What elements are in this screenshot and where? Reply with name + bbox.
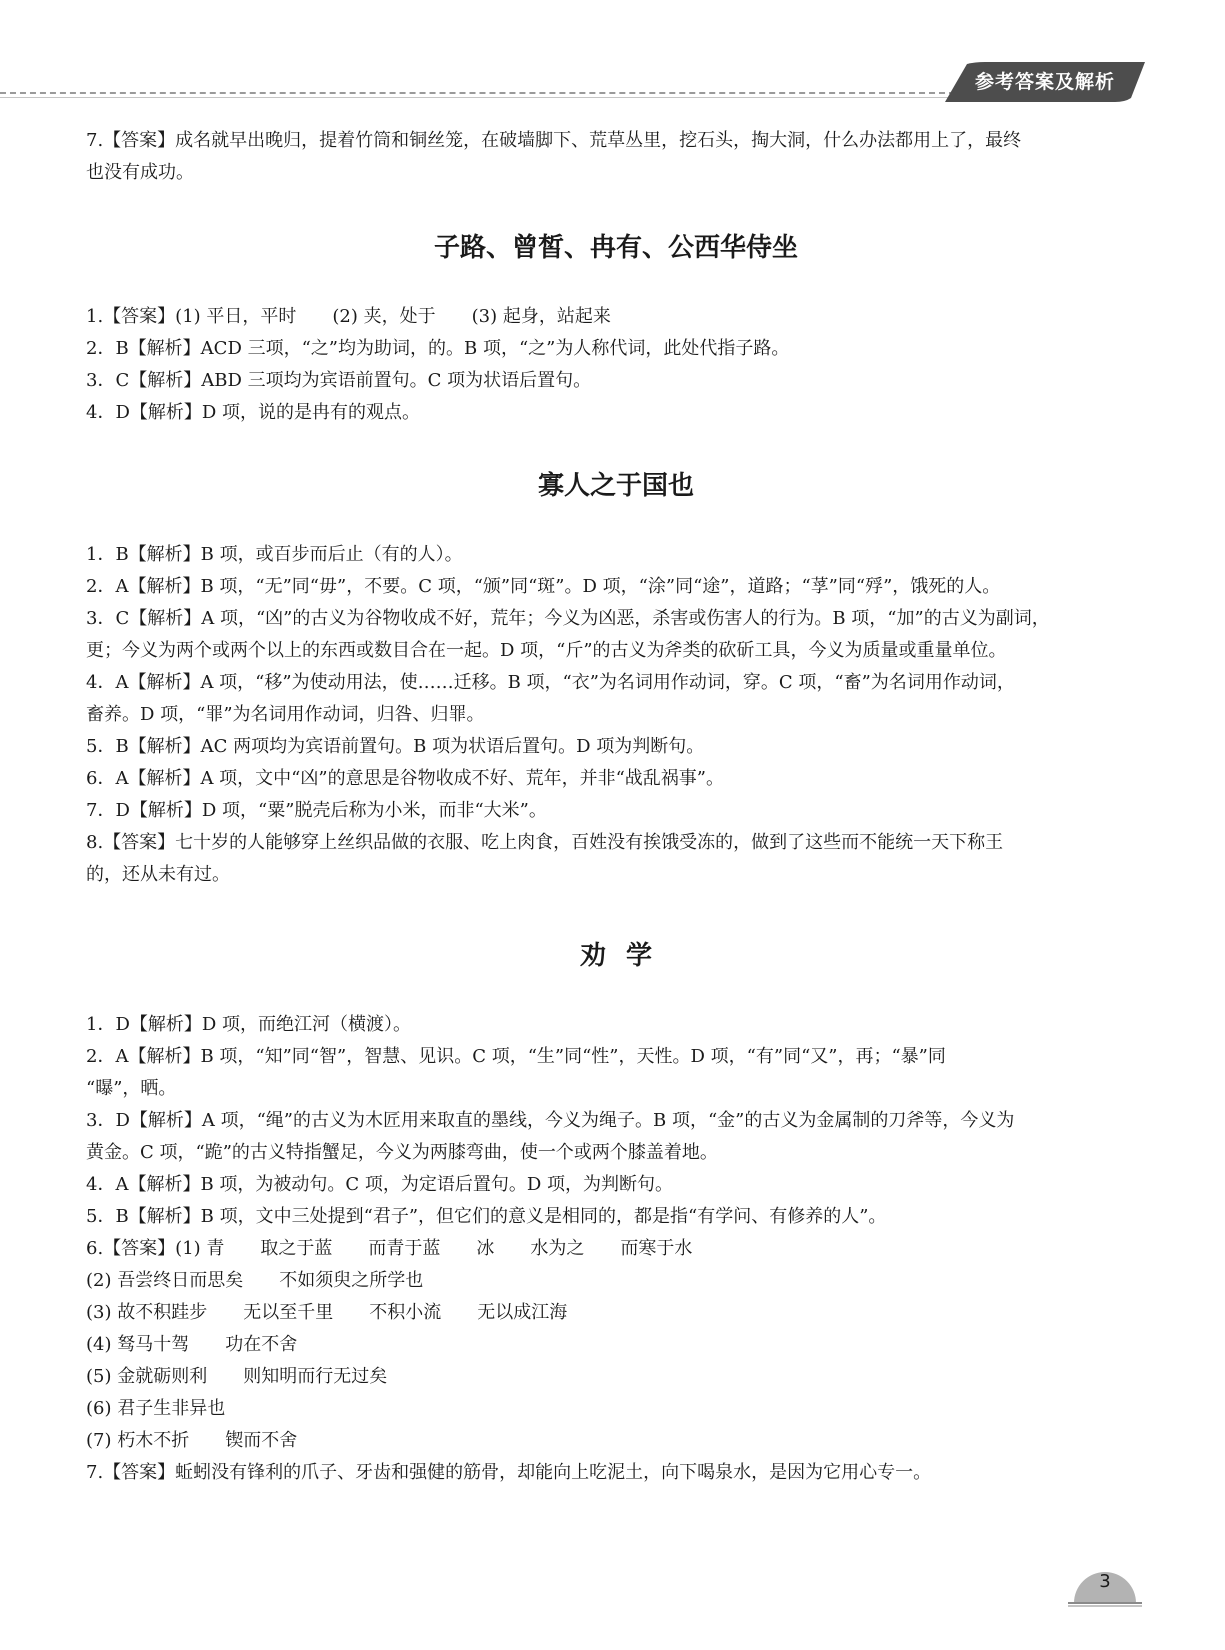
- text-line: (2) 吾尝终日而思矣 不如须臾之所学也: [86, 1270, 424, 1291]
- text-line: 2．A【解析】B 项，“知”同“智”，智慧、见识。C 项，“生”同“性”，天性。D 项，“有”同“又”，再；“暴”同: [86, 1046, 946, 1067]
- section-body: [86, 1009, 1146, 1489]
- text-line: 3．D【解析】A 项，“绳”的古义为木匠用来取直的墨线，今义为绳子。B 项，“金”的古义为金属制的刀斧等，今义为: [86, 1110, 1015, 1131]
- text-line: 5．B【解析】B 项，文中三处提到“君子”，但它们的意义是相同的，都是指“有学问、有修养的人”。: [86, 1206, 887, 1227]
- section-title: 劝学: [579, 941, 672, 971]
- header-rule: [0, 97, 955, 98]
- section-body: [86, 301, 1146, 429]
- text-line: 1．B【解析】B 项，或百步而后止（有的人）。: [86, 544, 463, 565]
- text-line: 8.【答案】七十岁的人能够穿上丝织品做的衣服、吃上肉食，百姓没有挨饿受冻的，做到了这些而不能统一天下称王: [86, 832, 1004, 853]
- text-line: 3．C【解析】A 项，“凶”的古义为谷物收成不好，荒年；今义为凶恶，杀害或伤害人的行为。B 项，“加”的古义为副词，: [86, 608, 1050, 629]
- intro-block: [86, 125, 1146, 189]
- text-line: 4．A【解析】B 项，为被动句。C 项，为定语后置句。D 项，为判断句。: [86, 1174, 674, 1195]
- text-line: (4) 驽马十驾 功在不舍: [86, 1334, 298, 1355]
- page-number-badge: [1068, 1567, 1142, 1607]
- text-line: 更；今义为两个或两个以上的东西或数目合在一起。D 项，“斤”的古义为斧类的砍斫工具，今义为质量或重量单位。: [86, 640, 1007, 661]
- text-line: 2．A【解析】B 项，“无”同“毋”，不要。C 项，“颁”同“斑”。D 项，“涂”同“途”，道路；“莩”同“殍”，饿死的人。: [86, 576, 1001, 597]
- text-line: 畜养。D 项，“罪”为名词用作动词，归咎、归罪。: [86, 704, 485, 725]
- text-line: 2．B【解析】ACD 三项，“之”均为助词，的。B 项，“之”为人称代词，此处代指子路。: [86, 338, 790, 359]
- text-line: 1.【答案】(1) 平日，平时 (2) 夹，处于 (3) 起身，站起来: [86, 306, 611, 327]
- text-line: (7) 朽木不折 锲而不舍: [86, 1430, 298, 1451]
- document-body: [86, 125, 1146, 1489]
- text-line: 4．A【解析】A 项，“移”为使动用法，使……迁移。B 项，“衣”为名词用作动词，穿。C 项，“畜”为名词用作动词，: [86, 672, 1015, 693]
- text-line: 6．A【解析】A 项，文中“凶”的意思是谷物收成不好、荒年，并非“战乱祸事”。: [86, 768, 724, 789]
- section-title: 子路、曾皙、冉有、公西华侍坐: [433, 233, 798, 263]
- text-line: 1．D【解析】D 项，而绝江河（横渡）。: [86, 1014, 412, 1035]
- text-line: “曝”，晒。: [86, 1078, 177, 1099]
- text-line: 7.【答案】成名就早出晚归，提着竹筒和铜丝笼，在破墙脚下、荒草丛里，挖石头，掏大洞，什么办法都用上了，最终: [86, 130, 1022, 151]
- section-body: [86, 539, 1146, 891]
- page-number: 3: [1099, 1571, 1111, 1592]
- text-line: 7．D【解析】D 项，“粟”脱壳后称为小米，而非“大米”。: [86, 800, 547, 821]
- text-line: 3．C【解析】ABD 三项均为宾语前置句。C 项为状语后置句。: [86, 370, 592, 391]
- text-line: 6.【答案】(1) 青 取之于蓝 而青于蓝 冰 水为之 而寒于水: [86, 1238, 693, 1259]
- text-line: 7.【答案】蚯蚓没有锋利的爪子、牙齿和强健的筋骨，却能向上吃泥土，向下喝泉水，是因为它用心专一。: [86, 1462, 932, 1483]
- text-line: (3) 故不积跬步 无以至千里 不积小流 无以成江海: [86, 1302, 568, 1323]
- text-line: 5．B【解析】AC 两项均为宾语前置句。B 项为状语后置句。D 项为判断句。: [86, 736, 705, 757]
- text-line: 也没有成功。: [86, 162, 194, 183]
- text-line: (6) 君子生非异也: [86, 1398, 226, 1419]
- header-tab-label: 参考答案及解析: [974, 71, 1115, 93]
- section-title: 寡人之于国也: [537, 471, 694, 501]
- text-line: (5) 金就砺则利 则知明而行无过矣: [86, 1366, 388, 1387]
- header-tab: [945, 62, 1145, 102]
- text-line: 4．D【解析】D 项，说的是冉有的观点。: [86, 402, 421, 423]
- header-dashed-rule: [0, 92, 955, 94]
- text-line: 黄金。C 项，“跪”的古义特指蟹足，今义为两膝弯曲，使一个或两个膝盖着地。: [86, 1142, 718, 1163]
- text-line: 的，还从未有过。: [86, 864, 230, 885]
